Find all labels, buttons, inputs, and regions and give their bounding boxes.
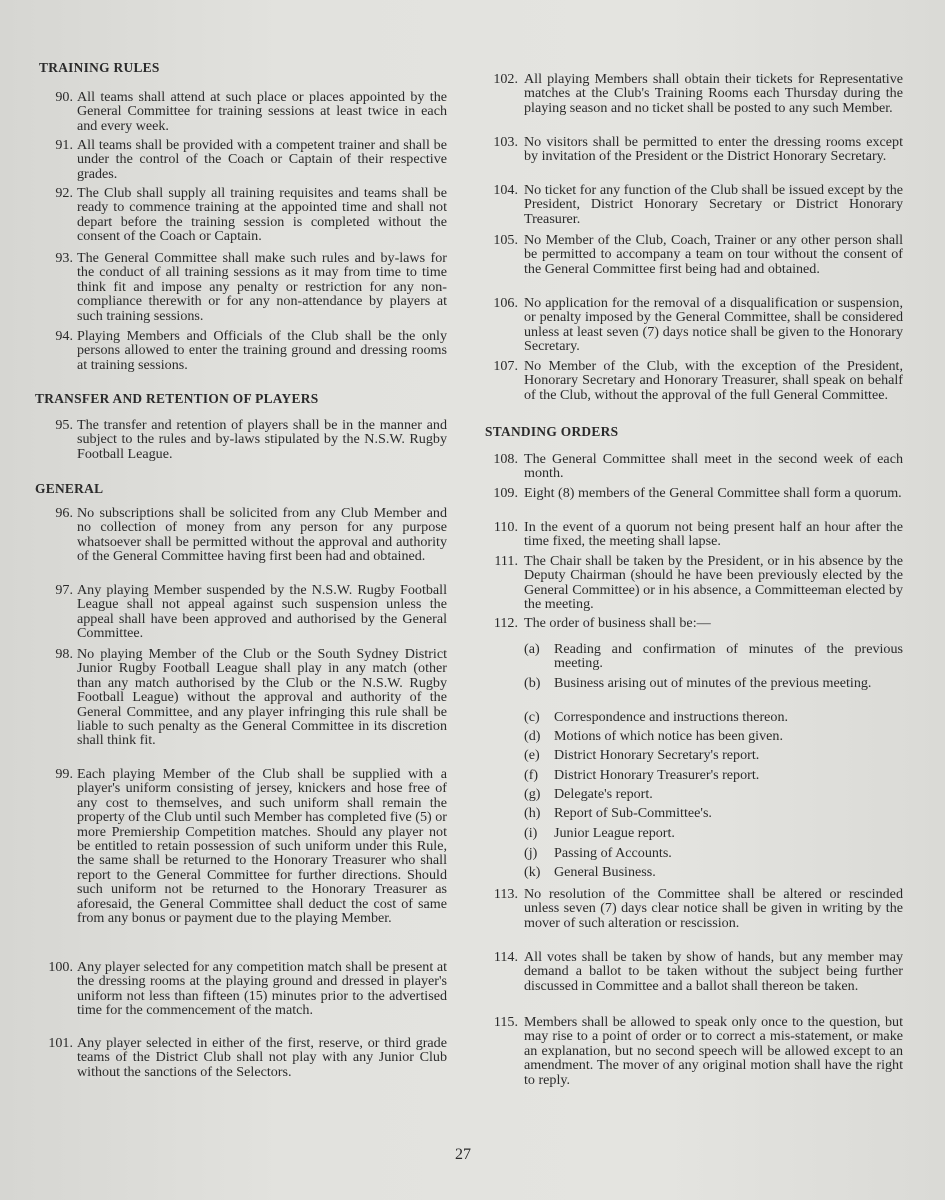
rule-text: The Chair shall be taken by the President, or in his absence by the Deputy Chairman (should he have been previously elected by the General Committee) or in his absence, a Committeeman elected by the meeting. <box>524 553 903 613</box>
rule-text: No Member of the Club, Coach, Trainer or any other person shall be permitted to accompany a team on tour without the consent of the General Committee first being had and obtained. <box>524 232 903 277</box>
rule-90 <box>35 90 447 133</box>
rule-number: 104. <box>493 182 518 198</box>
rule-text: Playing Members and Officials of the Club shall be the only persons allowed to enter the training ground and dressing rooms at training sessions. <box>77 328 447 373</box>
page-number: 27 <box>455 1146 471 1163</box>
order-item-text: Business arising out of minutes of the previous meeting. <box>554 675 872 691</box>
rule-number: 100. <box>48 959 73 975</box>
order-item-text: Junior League report. <box>554 825 675 841</box>
rule-number: 92. <box>55 185 73 201</box>
rule-text: The order of business shall be:— <box>524 615 711 631</box>
section-heading-general: GENERAL <box>35 481 104 496</box>
rule-number: 98. <box>55 646 73 662</box>
rule-92 <box>35 186 447 244</box>
rule-109 <box>485 486 903 500</box>
order-item-label: (c) <box>524 709 540 725</box>
order-item-k <box>524 865 903 879</box>
order-item-text: Passing of Accounts. <box>554 845 672 861</box>
order-item-text: District Honorary Secretary's report. <box>554 747 760 763</box>
rule-number: 106. <box>493 295 518 311</box>
rule-text: No playing Member of the Club or the South Sydney District Junior Rugby Football League shall play in any match (other than any match authorised by the Club or the N.S.W. Rugby Football League) without the approval and authority of the General Committee, and any player infringing this rule shall be liable to such penalty as the General Committee in its discretion shall think fit. <box>77 646 447 749</box>
order-item-label: (i) <box>524 825 538 841</box>
rule-text: Eight (8) members of the General Committee shall form a quorum. <box>524 485 902 501</box>
rule-text: No Member of the Club, with the exception of the President, Honorary Secretary and Honorary Treasurer, shall speak on behalf of the Club, without the approval of the full General Committee. <box>524 358 903 403</box>
section-heading-training: TRAINING RULES <box>39 60 160 75</box>
order-item-label: (h) <box>524 805 541 821</box>
order-item-label: (e) <box>524 747 540 763</box>
rule-number: 94. <box>55 328 73 344</box>
rule-107 <box>485 359 903 402</box>
rule-text: Each playing Member of the Club shall be supplied with a player's uniform consisting of jersey, knickers and hose free of any cost to themselves, and such uniform shall remain the property of the Club until such Member has completed five (5) or more Premiership Competition matches. Should any player not be entitled to retain possession of such uniform under this Rule, the same shall be returned to the Honorary Treasurer who shall report to the General Committee for further directions. Should such uniform not be returned to the Honorary Treasurer as aforesaid, the General Committee shall deduct the cost of same from any bonus or payment due to the playing Member. <box>77 766 447 927</box>
rule-number: 105. <box>493 232 518 248</box>
rule-98 <box>35 647 447 748</box>
rule-text: No resolution of the Committee shall be altered or rescinded unless seven (7) days clear notice shall be given in writing by the mover of such alteration or rescission. <box>524 886 903 931</box>
rule-112 <box>485 616 903 630</box>
section-heading-transfer: TRANSFER AND RETENTION OF PLAYERS <box>35 391 319 406</box>
rule-104 <box>485 183 903 226</box>
rule-text: All votes shall be taken by show of hands, but any member may demand a ballot to be taken without the subject being further discussed in Committee and a ballot shall thereon be taken. <box>524 949 903 994</box>
rule-number: 95. <box>55 417 73 433</box>
rule-text: In the event of a quorum not being present half an hour after the time fixed, the meeting shall lapse. <box>524 519 903 550</box>
rule-number: 107. <box>493 358 518 374</box>
rule-105 <box>485 233 903 276</box>
rule-94 <box>35 329 447 372</box>
rule-number: 90. <box>55 89 73 105</box>
order-item-label: (f) <box>524 767 539 783</box>
rule-103 <box>485 135 903 164</box>
order-item-label: (g) <box>524 786 541 802</box>
rule-text: All playing Members shall obtain their tickets for Representative matches at the Club's Training Rooms each Thursday during the playing season and no ticket shall be posted to any such Member. <box>524 71 903 116</box>
rule-number: 112. <box>493 615 518 631</box>
rule-91 <box>35 138 447 181</box>
rule-113 <box>485 887 903 930</box>
rule-99 <box>35 767 447 925</box>
order-item-text: Motions of which notice has been given. <box>554 728 783 744</box>
order-item-j <box>524 846 903 860</box>
rule-100 <box>35 960 447 1018</box>
rule-number: 102. <box>493 71 518 87</box>
order-item-label: (b) <box>524 675 541 691</box>
order-item-text: General Business. <box>554 864 656 880</box>
order-item-g <box>524 787 903 801</box>
rule-number: 109. <box>493 485 518 501</box>
rule-text: The Club shall supply all training requisites and teams shall be ready to commence training at the appointed time and shall not depart before the training session is completed without the consent of the Coach or Captain. <box>77 185 447 245</box>
order-item-text: Correspondence and instructions thereon. <box>554 709 789 725</box>
rule-number: 91. <box>55 137 73 153</box>
order-item-label: (a) <box>524 641 540 657</box>
rule-106 <box>485 296 903 354</box>
rule-text: Any player selected for any competition match shall be present at the dressing rooms at the playing ground and dressed in player's uniform not less than fifteen (15) minutes prior to the advertised time for the commencement of the match. <box>77 959 447 1019</box>
section-heading-standing-orders: STANDING ORDERS <box>485 424 619 439</box>
rule-97 <box>35 583 447 641</box>
rule-102 <box>485 72 903 115</box>
rule-text: The General Committee shall make such rules and by-laws for the conduct of all training sessions as it may from time to time think fit and impose any penalty or restriction for any non-compliance therewith or for any non-attendance by players at such training sessions. <box>77 250 447 324</box>
order-item-e <box>524 748 903 762</box>
rule-number: 96. <box>55 505 73 521</box>
rule-number: 108. <box>493 451 518 467</box>
order-item-label: (j) <box>524 845 538 861</box>
rule-number: 93. <box>55 250 73 266</box>
order-item-text: District Honorary Treasurer's report. <box>554 767 760 783</box>
order-item-f <box>524 768 903 782</box>
rule-96 <box>35 506 447 564</box>
rule-number: 114. <box>493 949 518 965</box>
rule-text: No subscriptions shall be solicited from any Club Member and no collection of money from any person for any purpose whatsoever shall be permitted without the approval and authority of the General Committee having first been had and obtained. <box>77 505 447 565</box>
order-item-text: Reading and confirmation of minutes of the previous meeting. <box>554 641 903 672</box>
rule-number: 110. <box>493 519 518 535</box>
rule-number: 113. <box>493 886 518 902</box>
order-item-a <box>524 642 903 671</box>
rule-text: All teams shall attend at such place or places appointed by the General Committee for training sessions at least twice in each and every week. <box>77 89 447 134</box>
rule-text: No visitors shall be permitted to enter the dressing rooms except by invitation of the President or the District Honorary Secretary. <box>524 134 903 165</box>
rule-number: 115. <box>493 1014 518 1030</box>
rule-text: No application for the removal of a disqualification or suspension, or penalty imposed by the General Committee, shall be considered unless at least seven (7) days notice shall be given to the Honorary Secretary. <box>524 295 903 355</box>
order-item-text: Delegate's report. <box>554 786 653 802</box>
rule-111 <box>485 554 903 612</box>
order-item-label: (d) <box>524 728 541 744</box>
rule-text: Members shall be allowed to speak only once to the question, but may rise to a point of order or to correct a mis-statement, or make an explanation, but no second speech will be allowed except to an amendment. The mover of any original motion shall have the right to reply. <box>524 1014 903 1088</box>
rule-number: 97. <box>55 582 73 598</box>
order-item-i <box>524 826 903 840</box>
rule-95 <box>35 418 447 461</box>
rule-number: 99. <box>55 766 73 782</box>
rule-text: Any player selected in either of the first, reserve, or third grade teams of the District Club shall not play with any Junior Club without the sanctions of the Selectors. <box>77 1035 447 1080</box>
order-item-label: (k) <box>524 864 541 880</box>
rule-text: Any playing Member suspended by the N.S.W. Rugby Football League shall not appeal against such suspension unless the appeal shall have been approved and authorised by the General Committee. <box>77 582 447 642</box>
rule-110 <box>485 520 903 549</box>
rule-number: 101. <box>48 1035 73 1051</box>
rule-93 <box>35 251 447 323</box>
rule-text: No ticket for any function of the Club shall be issued except by the President, District Honorary Secretary or District Honorary Treasurer. <box>524 182 903 227</box>
order-item-h <box>524 806 903 820</box>
order-item-text: Report of Sub-Committee's. <box>554 805 712 821</box>
rule-text: The transfer and retention of players shall be in the manner and subject to the rules and by-laws stipulated by the N.S.W. Rugby Football League. <box>77 417 447 462</box>
rule-text: The General Committee shall meet in the second week of each month. <box>524 451 903 482</box>
order-item-c <box>524 710 903 724</box>
rule-101 <box>35 1036 447 1079</box>
rule-number: 103. <box>493 134 518 150</box>
rule-text: All teams shall be provided with a competent trainer and shall be under the control of the Coach or Captain of their respective grades. <box>77 137 447 182</box>
rule-number: 111. <box>494 553 518 569</box>
order-item-b <box>524 676 903 690</box>
rule-114 <box>485 950 903 993</box>
rule-108 <box>485 452 903 481</box>
rule-115 <box>485 1015 903 1087</box>
order-item-d <box>524 729 903 743</box>
